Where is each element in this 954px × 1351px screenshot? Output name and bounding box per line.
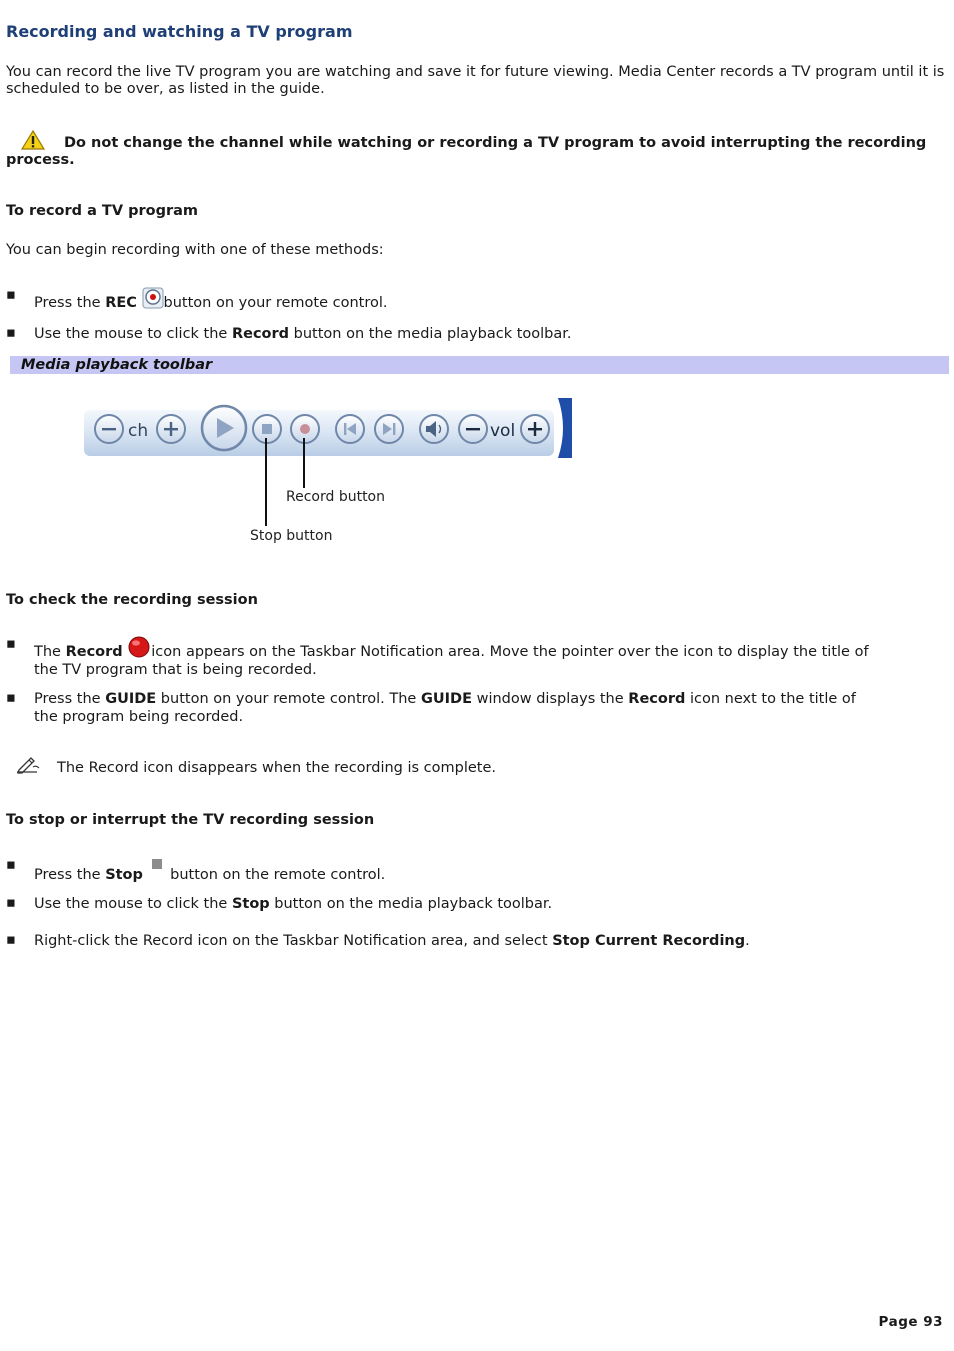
stop-item-2: Use the mouse to click the Stop button on the media playback toolbar. — [34, 896, 553, 912]
page-number: Page 93 — [878, 1314, 943, 1330]
figure-caption-band: Media playback toolbar — [10, 356, 949, 374]
check-item-1: The Record icon appears on the Taskbar Notification area. Move the pointer over the icon to display the title of the TV program that is being recorded. — [34, 636, 934, 679]
warning-text: Do not change the channel while watching or recording a TV program to avoid interrupting the recording process. — [6, 135, 927, 168]
vol-label: vol — [490, 421, 516, 441]
bullet-marker: ▪ — [6, 325, 16, 341]
rec-remote-button-icon — [142, 287, 164, 309]
bullet-marker: ▪ — [6, 857, 16, 873]
play-button[interactable] — [202, 406, 246, 450]
channel-up-button[interactable] — [157, 415, 185, 443]
page-title: Recording and watching a TV program — [6, 22, 353, 41]
next-button[interactable] — [375, 415, 403, 443]
record-callout-line — [303, 438, 305, 488]
record-item-1: Press the REC button on your remote control. — [34, 287, 387, 312]
stop-heading: To stop or interrupt the TV recording session — [6, 812, 375, 828]
volume-up-button[interactable] — [521, 415, 549, 443]
check-heading: To check the recording session — [6, 592, 258, 608]
channel-down-button[interactable] — [95, 415, 123, 443]
bullet-marker: ▪ — [6, 287, 16, 303]
previous-button[interactable] — [336, 415, 364, 443]
bullet-marker: ▪ — [6, 636, 16, 652]
record-item-2: Use the mouse to click the Record button on the media playback toolbar. — [34, 326, 572, 342]
record-status-icon — [127, 636, 151, 658]
volume-down-button[interactable] — [459, 415, 487, 443]
note-text: The Record icon disappears when the recording is complete. — [57, 760, 497, 776]
intro-paragraph: You can record the live TV program you are watching and save it for future viewing. Media Center records a TV program until it is scheduled to be over, as listed in the guide. — [6, 64, 945, 97]
ch-label: ch — [128, 421, 149, 441]
stop-button[interactable] — [253, 415, 281, 443]
stop-item-1: Press the Stop button on the remote control. — [34, 857, 385, 884]
media-playback-toolbar — [82, 396, 574, 462]
record-lead: You can begin recording with one of these methods: — [6, 242, 384, 258]
note-pencil-icon — [15, 755, 41, 775]
bullet-marker: ▪ — [6, 895, 16, 911]
stop-callout-line — [265, 438, 267, 526]
stop-callout-label: Stop button — [250, 528, 333, 544]
stop-remote-button-icon — [148, 857, 166, 875]
mute-button[interactable] — [420, 415, 448, 443]
record-button[interactable] — [291, 415, 319, 443]
record-heading: To record a TV program — [6, 203, 199, 219]
stop-item-3: Right-click the Record icon on the Taskbar Notification area, and select Stop Current Recording. — [34, 933, 750, 949]
bullet-marker: ▪ — [6, 690, 16, 706]
record-callout-label: Record button — [286, 489, 385, 505]
check-item-2: Press the GUIDE button on your remote control. The GUIDE window displays the Record icon next to the title of the program being recorded. — [34, 691, 856, 725]
bullet-marker: ▪ — [6, 932, 16, 948]
